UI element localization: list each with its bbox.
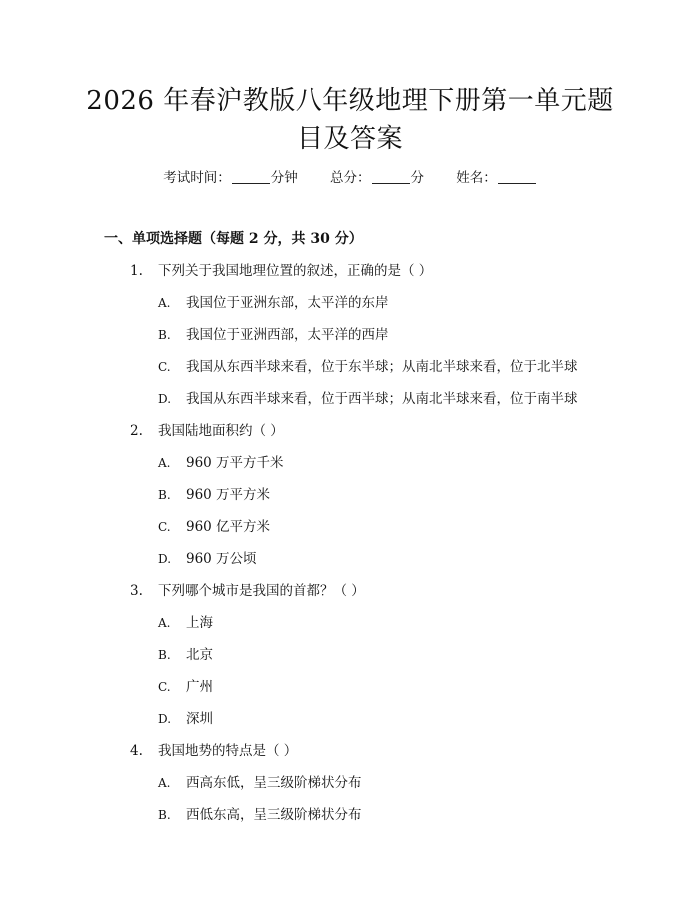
option-text: 960 万平方米 (186, 487, 271, 503)
question-number: 3. (130, 583, 143, 599)
question-1-option-b (158, 325, 389, 345)
question-2 (130, 421, 284, 441)
question-text: 下列哪个城市是我国的首都？（ ） (158, 583, 365, 599)
question-1-option-a (158, 293, 389, 313)
exam-time-field (163, 168, 298, 188)
option-text: 我国从东西半球来看，位于西半球；从南北半球来看，位于南半球 (186, 391, 578, 407)
total-score-field (330, 168, 424, 188)
section-heading: 一、单项选择题（每题 2 分，共 30 分） (104, 231, 363, 247)
option-letter: B. (158, 648, 171, 662)
question-4 (130, 741, 297, 761)
question-text: 我国陆地面积约（ ） (158, 423, 284, 439)
name-blank (498, 169, 536, 184)
option-text: 上海 (186, 615, 213, 631)
document-title-line-1: 2026 年春沪教版八年级地理下册第一单元题 (86, 86, 614, 116)
exam-time-unit: 分钟 (270, 170, 298, 186)
name-field (456, 168, 537, 188)
option-letter: C. (158, 520, 171, 534)
question-1-option-d (158, 389, 578, 409)
option-letter: D. (158, 552, 172, 566)
option-text: 960 亿平方米 (186, 519, 271, 535)
total-score-label: 总分： (330, 170, 371, 186)
option-letter: C. (158, 680, 171, 694)
option-letter: A. (158, 296, 171, 310)
option-letter: A. (158, 776, 171, 790)
option-text: 北京 (186, 647, 213, 663)
option-text: 我国位于亚洲东部，太平洋的东岸 (186, 295, 389, 311)
option-text: 960 万平方千米 (186, 455, 284, 471)
option-letter: B. (158, 328, 171, 342)
question-1 (130, 261, 432, 281)
question-3-option-d (158, 709, 213, 729)
exam-time-label: 考试时间： (163, 170, 231, 186)
question-2-option-b (158, 485, 270, 505)
option-text: 960 万公顷 (186, 551, 257, 567)
question-2-option-a (158, 453, 284, 473)
document-title-line-2: 目及答案 (296, 124, 403, 154)
question-3-option-b (158, 645, 213, 665)
option-text: 深圳 (186, 711, 213, 727)
total-score-blank (372, 169, 410, 184)
question-number: 1. (130, 263, 143, 279)
option-text: 我国位于亚洲西部，太平洋的西岸 (186, 327, 389, 343)
question-2-option-c (158, 517, 270, 537)
question-2-option-d (158, 549, 257, 569)
question-text: 我国地势的特点是（ ） (158, 743, 298, 759)
question-3-option-a (158, 613, 213, 633)
exam-time-blank (232, 169, 270, 184)
question-3-option-c (158, 677, 213, 697)
option-text: 西低东高，呈三级阶梯状分布 (186, 807, 362, 823)
question-4-option-a (158, 773, 362, 793)
option-letter: B. (158, 808, 171, 822)
option-text: 我国从东西半球来看，位于东半球；从南北半球来看，位于北半球 (186, 359, 578, 375)
question-text: 下列关于我国地理位置的叙述，正确的是（ ） (158, 263, 433, 279)
option-text: 西高东低，呈三级阶梯状分布 (186, 775, 362, 791)
option-letter: D. (158, 392, 172, 406)
question-number: 2. (130, 423, 143, 439)
total-score-unit: 分 (410, 170, 424, 186)
question-number: 4. (130, 743, 143, 759)
question-4-option-b (158, 805, 362, 825)
option-letter: A. (158, 456, 171, 470)
option-letter: B. (158, 488, 171, 502)
option-letter: A. (158, 616, 171, 630)
option-letter: C. (158, 360, 171, 374)
question-1-option-c (158, 357, 578, 377)
option-text: 广州 (186, 679, 213, 695)
exam-meta-row (0, 168, 700, 188)
name-label: 姓名： (456, 170, 497, 186)
option-letter: D. (158, 712, 172, 726)
question-3 (130, 581, 365, 601)
